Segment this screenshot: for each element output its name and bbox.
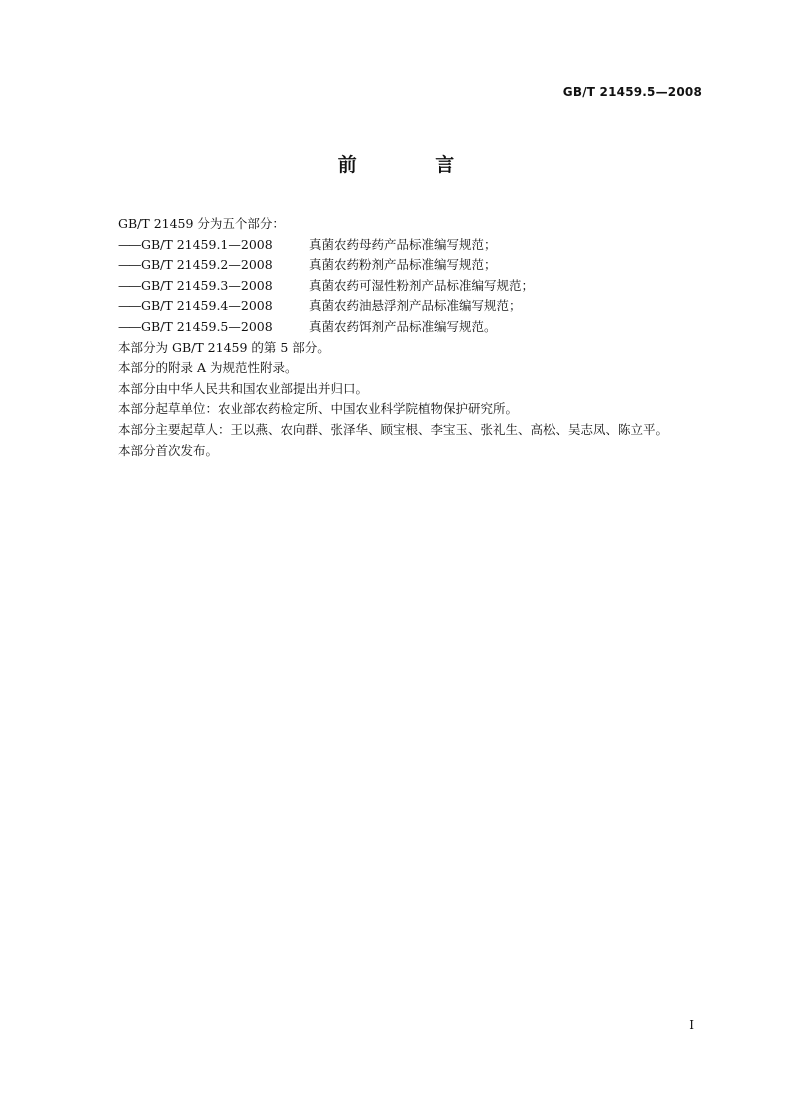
paragraph-first-release: 本部分首次发布。 (118, 442, 219, 458)
em-dash: —— (118, 257, 140, 273)
part-code: GB/T 21459.1—2008 (141, 236, 273, 252)
paragraph-drafters: 本部分主要起草人：王以燕、农向群、张泽华、顾宝根、李宝玉、张礼生、高松、吴志凤、陈立平。 (118, 421, 669, 437)
list-item (118, 317, 708, 338)
list-item (118, 276, 708, 297)
part-name: 真菌农药饵剂产品标准编写规范。 (309, 318, 497, 334)
parts-list (118, 235, 708, 338)
standard-code-header: GB/T 21459.5—2008 (562, 85, 702, 99)
em-dash: —— (118, 298, 140, 314)
list-item (118, 296, 708, 317)
part-code: GB/T 21459.4—2008 (141, 298, 273, 314)
em-dash: —— (118, 318, 140, 334)
intro-line: GB/T 21459 分为五个部分： (118, 216, 285, 231)
part-code: GB/T 21459.2—2008 (141, 257, 273, 273)
part-name: 真菌农药可湿性粉剂产品标准编写规范； (309, 277, 535, 293)
part-name: 真菌农药油悬浮剂产品标准编写规范； (309, 298, 522, 314)
part-name: 真菌农药母药产品标准编写规范； (309, 236, 497, 252)
em-dash: —— (118, 236, 140, 252)
part-code: GB/T 21459.5—2008 (141, 318, 273, 334)
part-name: 真菌农药粉剂产品标准编写规范； (309, 257, 497, 273)
foreword-content (118, 214, 708, 461)
page-number: I (689, 1018, 694, 1032)
page-title: 前 言 (337, 154, 491, 176)
em-dash: —— (118, 277, 140, 293)
paragraph-drafting-units: 本部分起草单位：农业部农药检定所、中国农业科学院植物保护研究所。 (118, 401, 519, 417)
paragraph-proposer: 本部分由中华人民共和国农业部提出并归口。 (118, 380, 369, 396)
paragraph-annex: 本部分的附录 A 为规范性附录。 (118, 360, 298, 376)
list-item (118, 235, 708, 256)
paragraph-part-number: 本部分为 GB/T 21459 的第 5 部分。 (118, 339, 330, 355)
part-code: GB/T 21459.3—2008 (141, 277, 273, 293)
list-item (118, 255, 708, 276)
